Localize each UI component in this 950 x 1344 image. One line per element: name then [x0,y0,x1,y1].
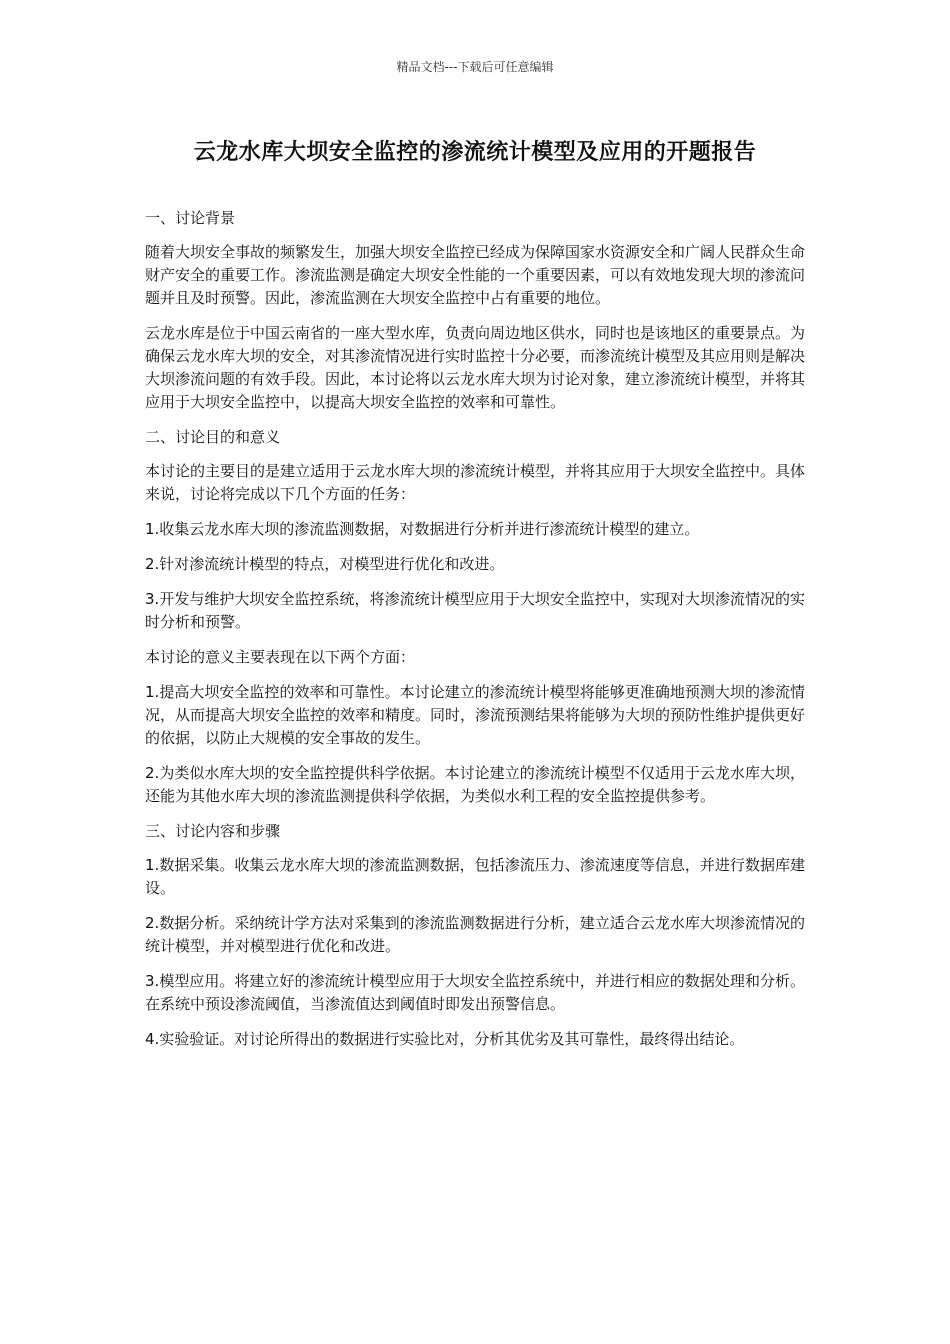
document-title: 云龙水库大坝安全监控的渗流统计模型及应用的开题报告 [193,140,757,165]
paragraph: 本讨论的意义主要表现在以下两个方面： [145,648,416,666]
list-item: 3.开发与维护大坝安全监控系统，将渗流统计模型应用于大坝安全监控中，实现对大坝渗流情况的实时分析和预警。 [145,590,805,631]
header-note: 精品文档---下载后可任意编辑 [396,60,554,74]
paragraph: 云龙水库是位于中国云南省的一座大型水库，负责向周边地区供水，同时也是该地区的重要景点。为确保云龙水库大坝的安全，对其渗流情况进行实时监控十分必要，而渗流统计模型及其应用则是解决大坝渗流问题的有效手段。因此，本讨论将以云龙水库大坝为讨论对象，建立渗流统计模型，并将其应用于大坝安全监控中，以提高大坝安全监控的效率和可靠性。 [145,324,806,411]
list-item: 4.实验验证。对讨论所得出的数据进行实验比对，分析其优劣及其可靠性，最终得出结论。 [145,1030,745,1048]
paragraph: 本讨论的主要目的是建立适用于云龙水库大坝的渗流统计模型，并将其应用于大坝安全监控中。具体来说，讨论将完成以下几个方面的任务： [145,462,806,503]
section-heading-content-steps: 三、讨论内容和步骤 [145,822,281,840]
list-item: 1.数据采集。收集云龙水库大坝的渗流监测数据，包括渗流压力、渗流速度等信息，并进行数据库建设。 [145,856,805,897]
list-item: 1.收集云龙水库大坝的渗流监测数据，对数据进行分析并进行渗流统计模型的建立。 [145,520,700,538]
list-item: 1.提高大坝安全监控的效率和可靠性。本讨论建立的渗流统计模型将能够更准确地预测大坝的渗流情况，从而提高大坝安全监控的效率和精度。同时，渗流预测结果将能够为大坝的预防性维护提供更好的依据，以防止大规模的安全事故的发生。 [145,683,806,747]
document-body [145,207,805,1063]
list-item: 2.为类似水库大坝的安全监控提供科学依据。本讨论建立的渗流统计模型不仅适用于云龙水库大坝，还能为其他水库大坝的渗流监测提供科学依据，为类似水利工程的安全监控提供参考。 [145,764,805,805]
paragraph: 随着大坝安全事故的频繁发生，加强大坝安全监控已经成为保障国家水资源安全和广阔人民群众生命财产安全的重要工作。渗流监测是确定大坝安全性能的一个重要因素，可以有效地发现大坝的渗流问题并且及时预警。因此，渗流监测在大坝安全监控中占有重要的地位。 [145,243,806,307]
list-item: 2.针对渗流统计模型的特点，对模型进行优化和改进。 [145,555,505,573]
list-item: 3.模型应用。将建立好的渗流统计模型应用于大坝安全监控系统中，并进行相应的数据处理和分析。在系统中预设渗流阈值，当渗流值达到阈值时即发出预警信息。 [145,972,805,1013]
section-heading-purpose: 二、讨论目的和意义 [145,428,281,446]
list-item: 2.数据分析。采纳统计学方法对采集到的渗流监测数据进行分析，建立适合云龙水库大坝渗流情况的统计模型，并对模型进行优化和改进。 [145,914,805,955]
section-heading-background: 一、讨论背景 [145,209,236,227]
